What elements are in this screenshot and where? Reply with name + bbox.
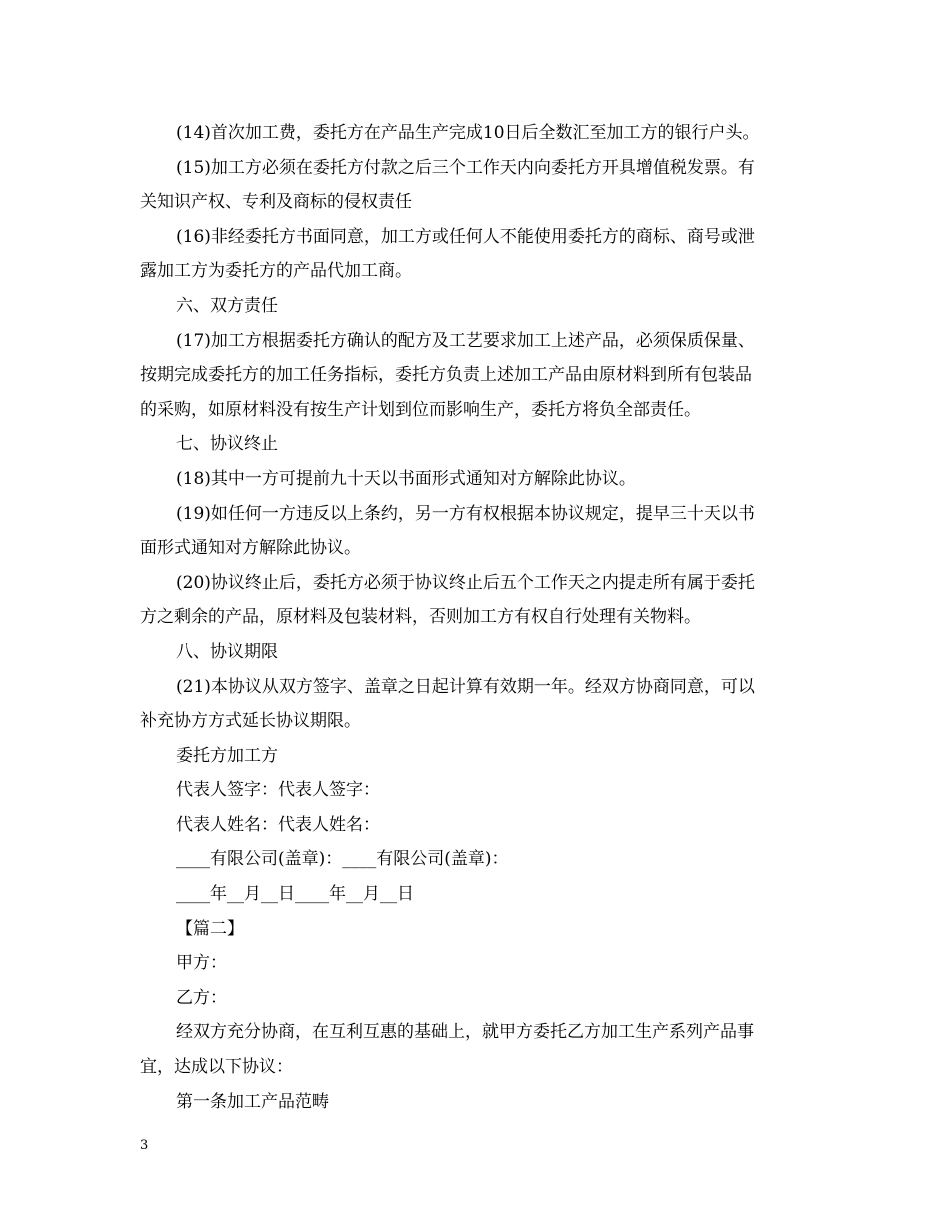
text-line: ____有限公司(盖章)：____有限公司(盖章)： xyxy=(176,849,509,870)
text-line: 方之剩余的产品，原材料及包装材料，否则加工方有权自行处理有关物料。 xyxy=(140,607,701,628)
text-line: (14)首次加工费，委托方在产品生产完成10日后全数汇至加工方的银行户头。 xyxy=(176,123,760,143)
text-line: 代表人姓名：代表人姓名： xyxy=(176,814,380,835)
text-line: ____年__月__日____年__月__日 xyxy=(176,884,414,905)
text-line: 关知识产权、专利及商标的侵权责任 xyxy=(140,192,412,213)
text-line: 甲方： xyxy=(176,953,227,974)
text-line: 七、协议终止 xyxy=(176,434,278,455)
text-line: (19)如任何一方违反以上条约，另一方有权根据本协议规定，提早三十天以书 xyxy=(176,503,755,524)
text-line: (15)加工方必须在委托方付款之后三个工作天内向委托方开具增值税发票。有 xyxy=(176,157,755,178)
text-line: 委托方加工方 xyxy=(176,745,278,766)
text-line: (20)协议终止后，委托方必须于协议终止后五个工作天之内提走所有属于委托 xyxy=(176,572,755,593)
text-line: 乙方： xyxy=(176,987,227,1008)
text-line: 按期完成委托方的加工任务指标，委托方负责上述加工产品由原材料到所有包装品 xyxy=(140,365,752,386)
document-body xyxy=(140,116,810,1119)
text-line: 【篇二】 xyxy=(176,918,244,939)
text-line: 八、协议期限 xyxy=(176,641,278,662)
text-line: 面形式通知对方解除此协议。 xyxy=(140,538,361,559)
page-number: 3 xyxy=(140,1138,149,1153)
text-line: (17)加工方根据委托方确认的配方及工艺要求加工上述产品，必须保质保量、 xyxy=(176,330,755,351)
text-line: 经双方充分协商，在互利互惠的基础上，就甲方委托乙方加工生产系列产品事 xyxy=(176,1022,754,1043)
text-line: 补充协方方式延长协议期限。 xyxy=(140,711,361,732)
text-line: 的采购，如原材料没有按生产计划到位而影响生产，委托方将负全部责任。 xyxy=(140,399,701,420)
text-line: 六、双方责任 xyxy=(176,295,278,316)
text-line: 代表人签字：代表人签字： xyxy=(176,780,380,801)
text-line: 宜，达成以下协议： xyxy=(140,1057,293,1078)
text-line: (16)非经委托方书面同意，加工方或任何人不能使用委托方的商标、商号或泄 xyxy=(176,226,755,247)
text-line: (21)本协议从双方签字、盖章之日起计算有效期一年。经双方协商同意，可以 xyxy=(176,676,755,697)
text-line: 第一条加工产品范畴 xyxy=(176,1091,329,1112)
text-line: (18)其中一方可提前九十天以书面形式通知对方解除此协议。 xyxy=(176,468,636,489)
text-line: 露加工方为委托方的产品代加工商。 xyxy=(140,261,412,282)
